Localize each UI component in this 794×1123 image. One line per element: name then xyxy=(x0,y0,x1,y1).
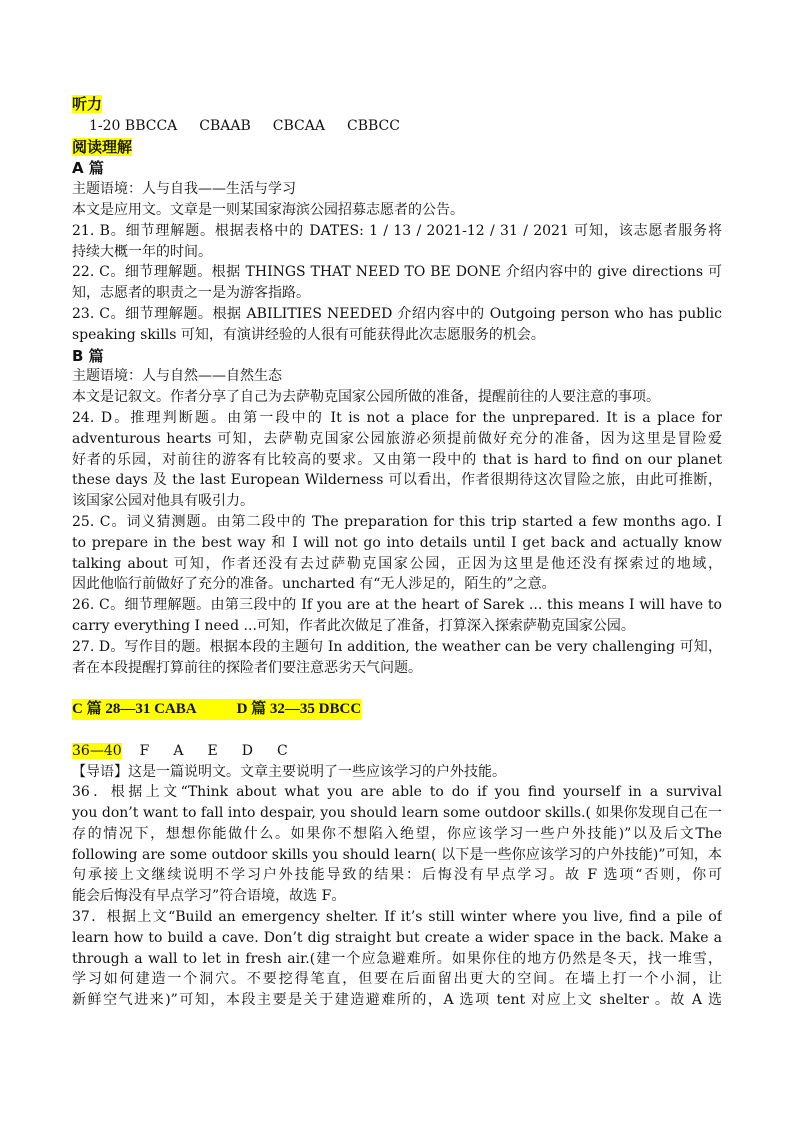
reading-heading: 阅读理解 xyxy=(72,137,133,156)
passage-cd-answers xyxy=(72,699,361,720)
text-line: 句承接上文继续说明不学习户外技能导致的结果：后悔没有早点学习。故 F 选项“否则，你可 xyxy=(72,867,722,884)
listening-heading: 听力 xyxy=(72,95,103,113)
text-line: these days 及 the last European Wilderness 可以看出，作者很期待这次冒险之旅，由此可推断， xyxy=(72,472,722,489)
passage-a-title: A 篇 xyxy=(72,159,104,178)
answer-letter: D xyxy=(241,742,253,759)
text-line: 23. C。细节理解题。根据 ABILITIES NEEDED 介绍内容中的 Outgoing person who has public xyxy=(72,305,722,322)
text-line: 新鲜空气进来)”可知，本段主要是关于建造避难所的，A 选项 tent 对应上文 shelter 。故 A 选 xyxy=(72,992,722,1009)
passage-b-title: B 篇 xyxy=(72,346,104,365)
seven-choose-five-key: 36—40 xyxy=(72,742,122,759)
text-line: 37．根据上文“Build an emergency shelter. If it’s still winter where you live, find a pile of xyxy=(72,909,722,926)
text-line: following are some outdoor skills you should learn( 以下是一些你应该学习的户外技能)”可知，本 xyxy=(72,846,722,863)
text-line: 主题语境：人与自我——生活与学习 xyxy=(72,181,296,198)
text-line: 能会后悔没有早点学习”符合语境，故选 F。 xyxy=(72,888,346,905)
text-line: 知，志愿者的职责之一是为游客指路。 xyxy=(72,285,310,302)
text-line: carry everything I need ...可知，作者此次做足了准备，打算深入探索萨勒克国家公园。 xyxy=(72,617,635,634)
text-line: 本文是应用文。文章是一则某国家海滨公园招募志愿者的公告。 xyxy=(72,201,464,218)
text-line: 该国家公园对他具有吸引力。 xyxy=(72,493,254,510)
passage-d-answers: D 篇 32—35 DBCC xyxy=(236,701,362,718)
listening-answer-group: CBCAA xyxy=(272,117,325,134)
answer-letter: E xyxy=(207,742,218,759)
text-line: speaking skills 可知，有演讲经验的人很有可能获得此次志愿服务的机会。 xyxy=(72,326,545,343)
passage-b-body xyxy=(72,366,722,678)
text-line: 好者的乐园，对前往的游客有比较高的要求。又由第一段中的 that is hard to find on our planet xyxy=(72,451,722,468)
text-line: 24. D。推理判断题。由第一段中的 It is not a place for the unprepared. It is a place for xyxy=(72,409,722,426)
text-line: 本文是记叙文。作者分享了自己为去萨勒克国家公园所做的准备，提醒前往的人要注意的事项。 xyxy=(72,389,660,406)
passage-c-answers: C 篇 28—31 CABA xyxy=(72,701,197,718)
seven-choose-five-answers xyxy=(72,741,722,762)
listening-answer-group: CBAAB xyxy=(199,117,251,134)
text-line: 21. B。细节理解题。根据表格中的 DATES: 1 / 13 / 2021-12 / 31 / 2021 可知，该志愿者服务将 xyxy=(72,222,722,239)
text-line: 26. C。细节理解题。由第三段中的 If you are at the heart of Sarek ... this means I will have to xyxy=(72,597,722,614)
seven-choose-five-body xyxy=(72,762,722,1012)
spacer xyxy=(72,720,722,741)
text-line: 25. C。词义猜测题。由第二段中的 The preparation for this trip started a few months ago. I xyxy=(72,513,722,530)
text-line: 持续大概一年的时间。 xyxy=(72,243,212,260)
answer-letter: C xyxy=(276,742,288,759)
text-line: you don’t want to fall into despair, you should learn some outdoor skills.( 如果你发现自己在一 xyxy=(72,805,722,822)
text-line: 27. D。写作目的题。根据本段的主题句 In addition, the weather can be very challenging 可知， xyxy=(72,638,722,655)
listening-answer-group: 1-20 BBCCA xyxy=(89,117,178,134)
spacer xyxy=(72,678,722,699)
passage-a-body xyxy=(72,179,722,345)
text-line: talking about 可知，作者还没有去过萨勒克国家公园，正因为这里是他还没有探索过的地域， xyxy=(72,555,722,572)
answer-letter: F xyxy=(139,742,150,759)
listening-answers xyxy=(72,116,722,137)
text-line: 36．根据上文“Think about what you are able to do if you find yourself in a survival xyxy=(72,784,722,801)
answer-key-page xyxy=(72,94,722,1011)
text-line: through a wall to let in fresh air.(建一个应急避难所。如果你住的地方仍然是冬天，找一堆雪， xyxy=(72,950,722,967)
text-line: 主题语境：人与自然——自然生态 xyxy=(72,368,282,385)
listening-heading-row xyxy=(72,94,722,116)
text-line: adventurous hearts 可知，去萨勒克国家公园旅游必须提前做好充分的准备，因为这里是冒险爱 xyxy=(72,430,722,447)
text-line: learn how to build a cave. Don’t dig straight but create a wider space in the back. Make a xyxy=(72,929,722,946)
text-line: 学习如何建造一个洞穴。不要挖得笔直，但要在后面留出更大的空间。在墙上打一个小洞，让 xyxy=(72,971,722,988)
text-line: 者在本段提醒打算前往的探险者们要注意恶劣天气问题。 xyxy=(72,659,422,676)
text-line: 因此他临行前做好了充分的准备。uncharted 有“无人涉足的，陌生的”之意。 xyxy=(72,576,556,593)
listening-answer-group: CBBCC xyxy=(347,117,400,134)
reading-heading-row xyxy=(72,137,722,159)
text-line: to prepare in the best way 和 I will not go into details until I get back and actually know xyxy=(72,534,722,551)
passage-cd-row xyxy=(72,699,722,720)
text-line: 存的情况下，想想你能做什么。如果你不想陷入绝望，你应该学习一些户外技能)”以及后文The xyxy=(72,825,722,842)
text-line: 【导语】这是一篇说明文。文章主要说明了一些应该学习的户外技能。 xyxy=(72,763,506,780)
answer-letter: A xyxy=(173,742,184,759)
text-line: 22. C。细节理解题。根据 THINGS THAT NEED TO BE DONE 介绍内容中的 give directions 可 xyxy=(72,264,722,281)
